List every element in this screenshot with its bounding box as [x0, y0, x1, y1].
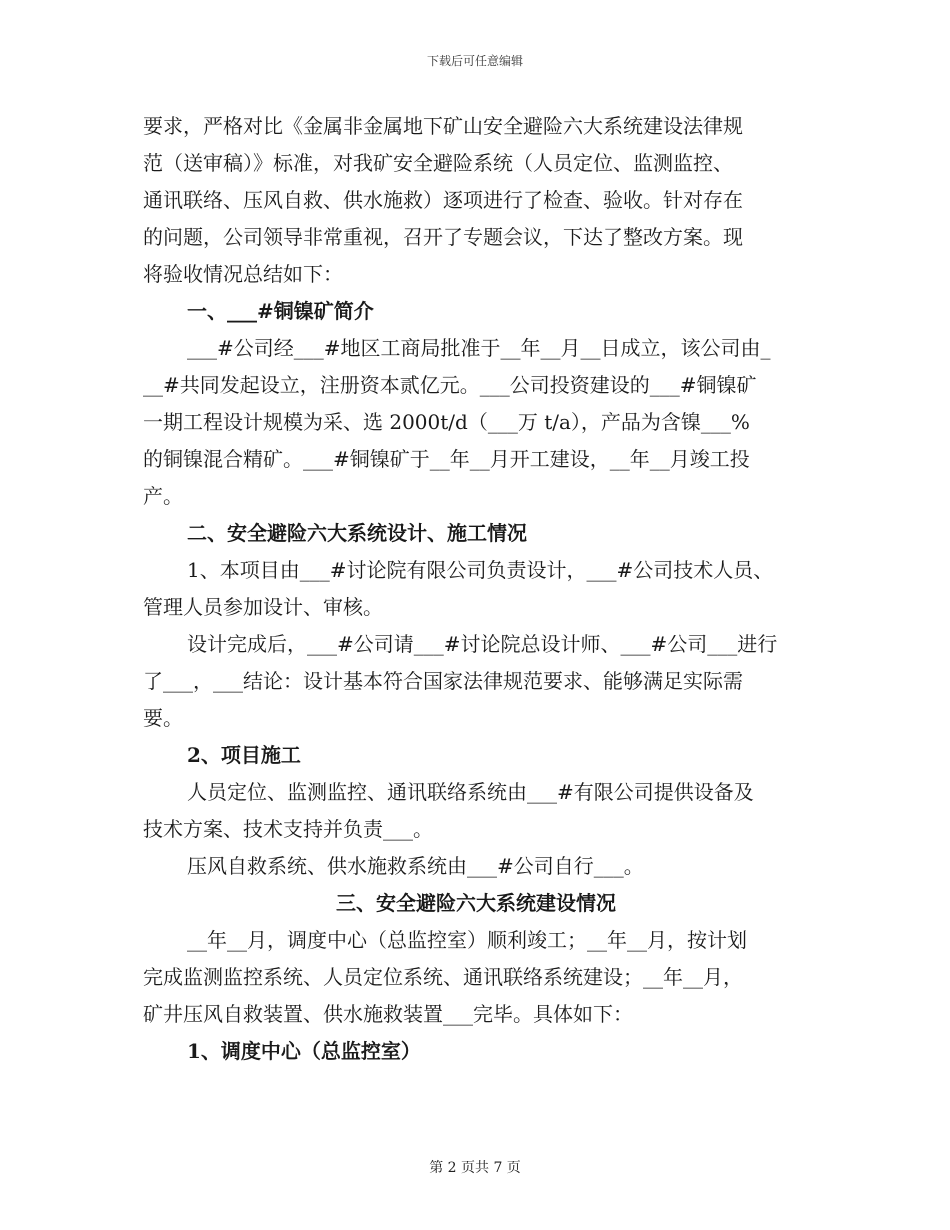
- body-line: __#共同发起设立，注册资本贰亿元。___公司投资建设的___#铜镍矿: [143, 373, 757, 397]
- body-line: 矿井压风自救装置、供水施救装置___完毕。具体如下：: [143, 1002, 633, 1026]
- body-line: 人员定位、监测监控、通讯联络系统由___#有限公司提供设备及: [187, 780, 754, 804]
- body-line: 将验收情况总结如下：: [143, 262, 343, 286]
- body-line: 通讯联络、压风自救、供水施救）逐项进行了检查、验收。针对存在: [143, 188, 743, 212]
- body-line: 的铜镍混合精矿。___#铜镍矿于__年__月开工建设，__年__月竣工投: [143, 447, 750, 471]
- body-line: 设计完成后，___#公司请___#讨论院总设计师、___#公司___进行: [187, 632, 778, 656]
- body-line: ___#公司经___#地区工商局批准于__年__月__日成立，该公司由_: [187, 336, 771, 360]
- subsection-heading: 1、调度中心（总监控室）: [187, 1039, 421, 1063]
- subsection-heading: 2、项目施工: [187, 743, 301, 767]
- body-line: 技术方案、技术支持并负责___。: [143, 817, 433, 841]
- body-line: 了___，___结论：设计基本符合国家法律规范要求、能够满足实际需: [143, 669, 743, 693]
- body-line: 要。: [143, 706, 183, 730]
- body-line: 的问题，公司领导非常重视，召开了专题会议，下达了整改方案。现: [143, 225, 743, 249]
- section-heading: 一、___#铜镍矿简介: [187, 299, 374, 323]
- page-footer: 第 2 页共 7 页: [429, 1160, 521, 1176]
- body-line: 压风自救系统、供水施救系统由___#公司自行___。: [187, 854, 644, 878]
- body-line: 完成监测监控系统、人员定位系统、通讯联络系统建设；__年__月，: [143, 965, 743, 989]
- body-line: 一期工程设计规模为采、选 2000t/d（___万 t/a），产品为含镍___%: [143, 410, 750, 434]
- body-line: 要求，严格对比《金属非金属地下矿山安全避险六大系统建设法律规: [143, 114, 743, 138]
- page-header: 下载后可任意编辑: [426, 54, 523, 68]
- body-line: 管理人员参加设计、审核。: [143, 595, 383, 619]
- section-heading: 二、安全避险六大系统设计、施工情况: [187, 521, 527, 545]
- section-heading: 三、安全避险六大系统建设情况: [336, 891, 616, 915]
- body-line: 产。: [143, 484, 183, 508]
- body-line: 1、本项目由___#讨论院有限公司负责设计，___#公司技术人员、: [187, 558, 774, 582]
- body-line: 范（送审稿）》标准，对我矿安全避险系统（人员定位、监测监控、: [143, 151, 733, 175]
- body-line: __年__月，调度中心（总监控室）顺利竣工；__年__月，按计划: [187, 928, 747, 952]
- document-body: [143, 108, 809, 1070]
